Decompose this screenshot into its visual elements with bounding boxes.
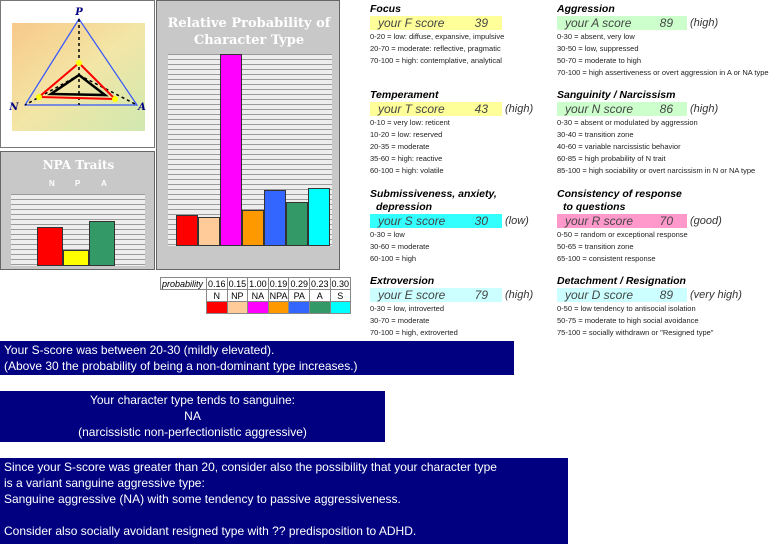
rel-title-line2: Character Type <box>193 33 305 48</box>
desc-aggression <box>557 31 769 79</box>
rel-title-line1: Relative Probability of <box>167 16 331 31</box>
desc-line: 30-70 = moderate <box>370 316 430 325</box>
message-spacer <box>4 507 564 523</box>
score-label: your A score <box>565 16 632 30</box>
prob-value: 0.16 <box>208 278 226 289</box>
desc-line: 0-50 = random or exceptional response <box>557 230 688 239</box>
section-title-sanguinity: Sanguinity / Narcissism <box>557 89 676 101</box>
score-qualifier: (high) <box>690 17 719 29</box>
npa-cat-n: N <box>49 179 55 188</box>
desc-line: 60-100 = high <box>370 254 417 263</box>
point-n <box>36 94 42 100</box>
desc-line: 20-70 = moderate: reflective, pragmatic <box>370 44 501 53</box>
message-line: (Above 30 the probability of being a non-dominant type increases.) <box>4 359 358 373</box>
npa-cat-a: A <box>101 179 107 188</box>
desc-line: 60-85 = high probability of N trait <box>557 154 666 163</box>
prob-value: 0.23 <box>311 278 329 289</box>
prob-color-swatch <box>248 302 269 314</box>
score-label: your S score <box>378 214 446 228</box>
prob-value: 0.15 <box>228 278 247 289</box>
desc-line: 65-100 = consistent response <box>557 254 656 263</box>
score-label: your D score <box>565 288 634 302</box>
prob-value: 0.19 <box>269 278 288 289</box>
section-title-extroversion: Extroversion <box>370 275 435 287</box>
desc-line: 0-10 = very low: reticent <box>370 118 450 127</box>
point-a <box>112 96 118 102</box>
rel-chart-title <box>157 15 341 49</box>
score-qualifier: (high) <box>505 289 534 301</box>
prob-value: 0.30 <box>331 278 350 289</box>
desc-line: 30-50 = low, suppressed <box>557 44 639 53</box>
message-line: Sanguine aggressive (NA) with some tendency to passive aggressiveness. <box>4 492 401 506</box>
desc-line: 70-100 = high: contemplative, analytical <box>370 56 502 65</box>
desc-line: 85-100 = high sociability or overt narcissism in N or NA type <box>557 166 756 175</box>
prob-type: N <box>207 290 228 302</box>
section-title-focus: Focus <box>370 3 401 15</box>
desc-line: 70-100 = high assertiveness or overt aggression in A or NA type <box>557 68 769 77</box>
score-box-r <box>557 214 687 228</box>
score-value: 89 <box>659 288 673 302</box>
desc-line: 0-30 = absent, very low <box>557 32 635 41</box>
section-title-consistency <box>557 188 682 214</box>
message-type-code: NA <box>184 409 201 423</box>
score-value: 30 <box>474 214 488 228</box>
score-value: 39 <box>474 16 488 30</box>
score-box-n <box>557 102 687 116</box>
message-line: Since your S-score was greater than 20, consider also the possibility that your character type <box>4 460 497 474</box>
prob-bar-a <box>286 202 308 246</box>
prob-spacer <box>161 302 207 314</box>
message-variant-type <box>0 458 568 544</box>
point-p <box>76 60 82 66</box>
npa-triangle-panel <box>0 0 155 148</box>
prob-type: NP <box>227 290 248 302</box>
prob-type: NPA <box>269 290 288 301</box>
section-title-temperament: Temperament <box>370 89 439 101</box>
npa-bar-n <box>37 227 63 266</box>
prob-type: PA <box>289 290 310 302</box>
prob-color-swatch <box>289 302 310 314</box>
prob-row-types <box>161 290 351 302</box>
section-title-submissiveness <box>370 188 497 214</box>
desc-line: 35-60 = high: reactive <box>370 154 443 163</box>
desc-line: 0-50 = low tendency to antisocial isolation <box>557 304 696 313</box>
score-qualifier: (very high) <box>690 289 742 301</box>
prob-color-swatch <box>310 302 331 314</box>
score-label: your F score <box>378 16 445 30</box>
label-a: A <box>138 102 146 113</box>
prob-color-swatch <box>268 302 289 314</box>
message-s-score <box>0 341 514 375</box>
prob-value: 1.00 <box>249 278 267 289</box>
npa-bar-a <box>89 221 115 266</box>
label-p: P <box>75 7 83 18</box>
desc-line: 40-60 = variable narcissistic behavior <box>557 142 681 151</box>
score-label: your E score <box>378 288 446 302</box>
section-title-line2: depression <box>376 201 433 213</box>
desc-temperament <box>370 117 450 177</box>
prob-color-swatch <box>330 302 351 314</box>
desc-line: 0-30 = low, introverted <box>370 304 445 313</box>
prob-type: NA <box>248 290 269 302</box>
desc-line: 70-100 = high, extroverted <box>370 328 458 337</box>
score-qualifier: (good) <box>690 215 722 227</box>
message-line: Your S-score was between 20-30 (mildly elevated). <box>4 343 275 357</box>
desc-line: 50-65 = transition zone <box>557 242 634 251</box>
score-box-s <box>370 214 502 228</box>
prob-row-colors <box>161 302 351 314</box>
message-line: Your character type tends to sanguine: <box>89 393 296 407</box>
desc-line: 0-30 = low <box>370 230 405 239</box>
section-title-line1: Submissiveness, anxiety, <box>370 188 497 200</box>
desc-line: 60-100 = high: volatile <box>370 166 444 175</box>
section-title-detachment: Detachment / Resignation <box>557 275 686 287</box>
npa-triangle-diagram <box>1 1 156 149</box>
desc-submissiveness <box>370 229 429 265</box>
message-line: Consider also socially avoidant resigned type with ?? predisposition to ADHD. <box>4 524 417 538</box>
prob-type: S <box>330 290 351 302</box>
prob-value: 0.29 <box>290 278 308 289</box>
desc-line: 20-35 = moderate <box>370 142 430 151</box>
npa-bar-p <box>63 250 89 266</box>
prob-bar-npa <box>242 210 264 246</box>
score-qualifier: (high) <box>505 103 534 115</box>
score-value: 86 <box>659 102 673 116</box>
score-box-f <box>370 16 502 30</box>
score-value: 43 <box>474 102 488 116</box>
desc-focus <box>370 31 504 67</box>
npa-cat-p: P <box>75 179 81 188</box>
prob-bar-pa <box>264 190 286 246</box>
score-label: your R score <box>565 214 634 228</box>
relative-probability-chart <box>156 0 340 270</box>
score-box-a <box>557 16 687 30</box>
desc-line: 50-70 = moderate to high <box>557 56 642 65</box>
npa-traits-chart <box>0 151 155 270</box>
prob-bar-n <box>176 215 198 246</box>
prob-label: probability <box>161 278 207 290</box>
prob-spacer <box>161 290 207 302</box>
desc-consistency <box>557 229 688 265</box>
score-box-t <box>370 102 502 116</box>
score-label: your N score <box>565 102 634 116</box>
prob-color-swatch <box>207 302 228 314</box>
prob-row-values <box>161 278 351 290</box>
desc-extroversion <box>370 303 458 339</box>
desc-detachment <box>557 303 713 339</box>
score-qualifier: (low) <box>505 215 529 227</box>
prob-type: A <box>310 290 331 302</box>
section-title-aggression: Aggression <box>557 3 615 15</box>
section-title-line1: Consistency of response <box>557 188 682 200</box>
desc-line: 0-30 = absent or modulated by aggression <box>557 118 698 127</box>
score-value: 89 <box>659 16 673 30</box>
score-value: 79 <box>474 288 488 302</box>
score-value: 70 <box>659 214 673 228</box>
desc-line: 0-20 = low: diffuse, expansive, impulsive <box>370 32 505 41</box>
desc-line: 10-20 = low: reserved <box>370 130 443 139</box>
desc-line: 30-40 = transition zone <box>557 130 634 139</box>
desc-line: 75-100 = socially withdrawn or "Resigned type" <box>557 328 714 337</box>
message-character-type <box>0 391 385 442</box>
desc-line: 50-75 = moderate to high social avoidance <box>557 316 699 325</box>
probability-table <box>160 277 351 314</box>
section-title-line2: to questions <box>563 201 626 213</box>
prob-bar-np <box>198 217 220 246</box>
prob-color-swatch <box>227 302 248 314</box>
prob-bar-s <box>308 188 330 246</box>
score-box-d <box>557 288 687 302</box>
message-line: (narcissistic non-perfectionistic aggressive) <box>78 425 307 439</box>
desc-line: 30-60 = moderate <box>370 242 430 251</box>
npa-chart-title: NPA Traits <box>42 158 115 172</box>
score-qualifier: (high) <box>690 103 719 115</box>
prob-bar-na <box>220 54 242 246</box>
score-label: your T score <box>378 102 445 116</box>
label-n: N <box>9 102 19 113</box>
desc-sanguinity <box>557 117 755 177</box>
score-box-e <box>370 288 502 302</box>
message-line: is a variant sanguine aggressive type: <box>4 476 205 490</box>
